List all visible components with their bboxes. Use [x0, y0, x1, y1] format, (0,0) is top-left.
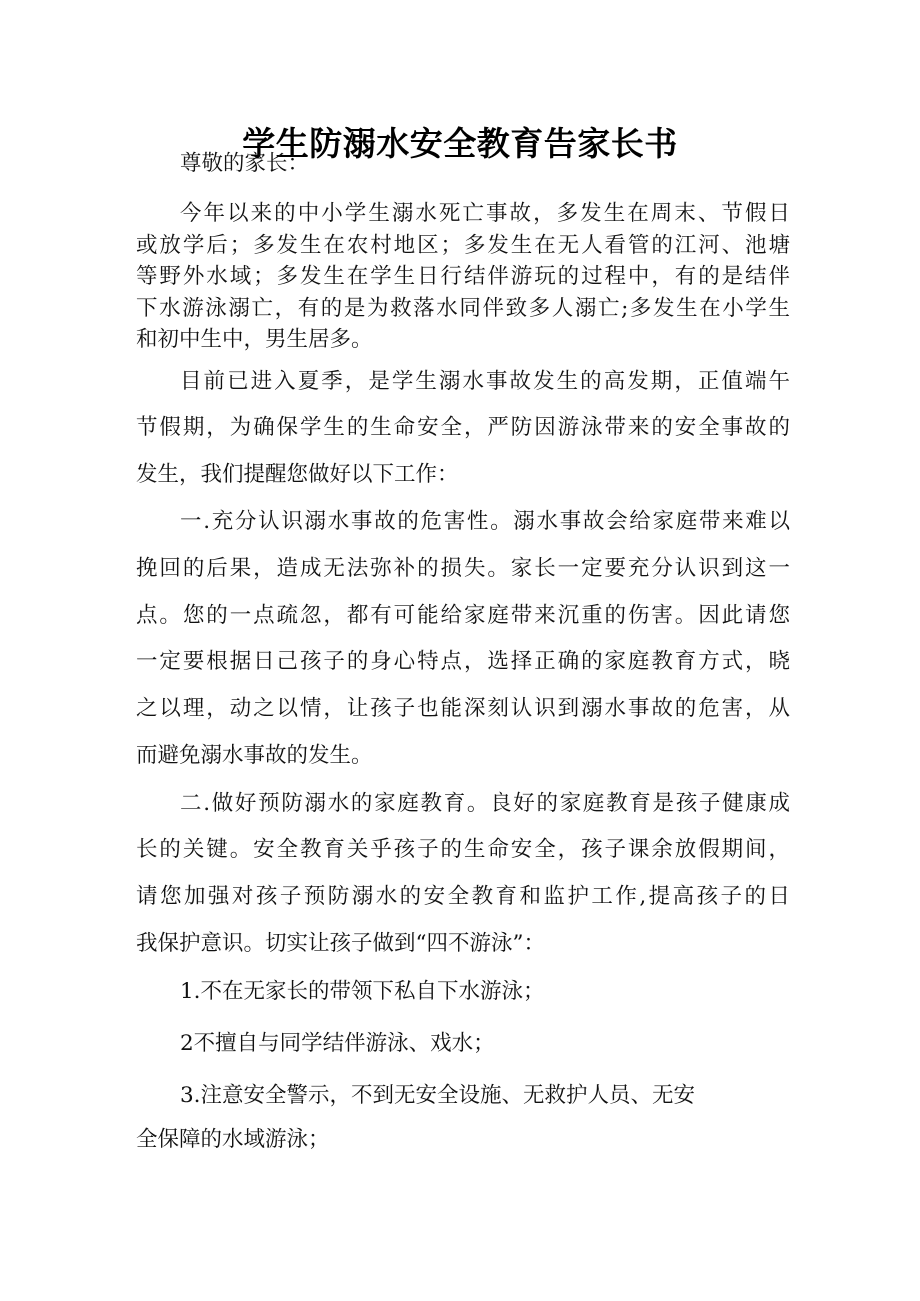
paragraph-line: 我保护意识。切实让孩子做到“四不游泳”：: [136, 931, 545, 956]
paragraph-line: 之以理，动之以情，让孩子也能深刻认识到溺水事故的危害，从: [136, 696, 790, 721]
paragraph-line: 挽回的后果，造成无法弥补的损失。家长一定要充分认识到这一: [136, 556, 790, 581]
list-item: 1.不在无家长的带领下私自下水游泳；: [180, 979, 545, 1004]
paragraph-line: 一.充分认识溺水事故的危害性。溺水事故会给家庭带来难以: [180, 509, 790, 534]
list-item: 2不擅自与同学结伴游泳、戏水；: [180, 1031, 495, 1056]
paragraph-line: 下水游泳溺亡，有的是为救落水同伴致多人溺亡;多发生在小学生: [136, 296, 790, 321]
paragraph-line: 而避免溺水事故的发生。: [136, 743, 373, 768]
list-item: 全保障的水域游泳；: [136, 1127, 330, 1152]
paragraph-line: 长的关键。安全教育关乎孩子的生命安全，孩子课余放假期间，: [136, 837, 790, 862]
paragraph-line: 或放学后；多发生在农村地区；多发生在无人看管的江河、池塘: [136, 233, 790, 258]
paragraph-line: 等野外水域；多发生在学生日行结伴游玩的过程中，有的是结伴: [136, 264, 790, 289]
greeting: 尊敬的家长：: [180, 151, 310, 176]
paragraph-line: 节假期，为确保学生的生命安全，严防因游泳带来的安全事故的: [136, 415, 790, 440]
document-title: 学生防溺水安全教育告家长书: [242, 124, 678, 164]
paragraph-line: 目前已进入夏季，是学生溺水事故发生的高发期，正值端午: [180, 369, 790, 394]
paragraph-line: 和初中生中，男生居多。: [136, 327, 373, 352]
paragraph-line: 点。您的一点疏忽，都有可能给家庭带来沉重的伤害。因此请您: [136, 603, 790, 628]
paragraph-line: 请您加强对孩子预防溺水的安全教育和监护工作,提高孩子的日: [136, 884, 790, 909]
paragraph-line: 二.做好预防溺水的家庭教育。良好的家庭教育是孩子健康成: [180, 791, 790, 816]
paragraph-line: 发生，我们提醒您做好以下工作：: [136, 462, 459, 487]
paragraph-line: 今年以来的中小学生溺水死亡事故，多发生在周末、节假日: [180, 201, 790, 226]
list-item: 3.注意安全警示，不到无安全设施、无救护人员、无安: [180, 1083, 696, 1108]
paragraph-line: 一定要根据日己孩子的身心特点，选择正确的家庭教育方式，晓: [136, 649, 790, 674]
